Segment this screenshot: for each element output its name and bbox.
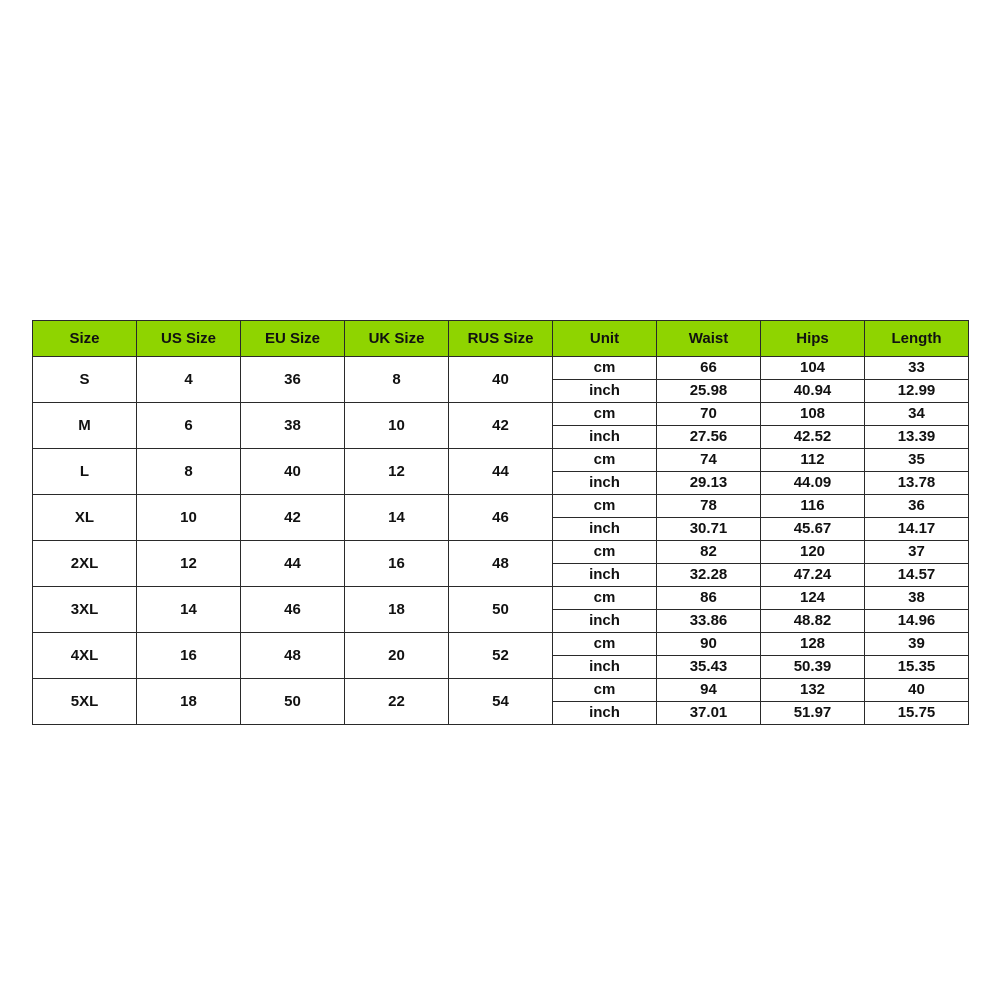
unit-cell: inch <box>553 472 657 495</box>
table-header <box>33 321 969 357</box>
rus-size-cell: 44 <box>449 449 553 495</box>
uk-size-cell: 10 <box>345 403 449 449</box>
header-unit: Unit <box>553 321 657 357</box>
us-size-cell: 12 <box>137 541 241 587</box>
unit-cell: cm <box>553 679 657 702</box>
header-hips: Hips <box>761 321 865 357</box>
table-row <box>33 357 969 380</box>
waist-cell: 90 <box>657 633 761 656</box>
eu-size-cell: 48 <box>241 633 345 679</box>
length-cell: 15.75 <box>865 702 969 725</box>
size-cell: 2XL <box>33 541 137 587</box>
eu-size-cell: 36 <box>241 357 345 403</box>
waist-cell: 82 <box>657 541 761 564</box>
unit-cell: cm <box>553 633 657 656</box>
size-cell: S <box>33 357 137 403</box>
size-cell: 5XL <box>33 679 137 725</box>
hips-cell: 50.39 <box>761 656 865 679</box>
size-cell: 4XL <box>33 633 137 679</box>
hips-cell: 128 <box>761 633 865 656</box>
uk-size-cell: 8 <box>345 357 449 403</box>
hips-cell: 116 <box>761 495 865 518</box>
unit-cell: inch <box>553 702 657 725</box>
length-cell: 40 <box>865 679 969 702</box>
us-size-cell: 4 <box>137 357 241 403</box>
unit-cell: inch <box>553 426 657 449</box>
table-row <box>33 403 969 426</box>
waist-cell: 94 <box>657 679 761 702</box>
us-size-cell: 6 <box>137 403 241 449</box>
unit-cell: cm <box>553 541 657 564</box>
unit-cell: inch <box>553 610 657 633</box>
uk-size-cell: 18 <box>345 587 449 633</box>
length-cell: 34 <box>865 403 969 426</box>
unit-cell: inch <box>553 656 657 679</box>
waist-cell: 30.71 <box>657 518 761 541</box>
length-cell: 36 <box>865 495 969 518</box>
header-uk-size: UK Size <box>345 321 449 357</box>
table-row <box>33 633 969 656</box>
length-cell: 13.78 <box>865 472 969 495</box>
hips-cell: 108 <box>761 403 865 426</box>
uk-size-cell: 20 <box>345 633 449 679</box>
us-size-cell: 16 <box>137 633 241 679</box>
table-row <box>33 449 969 472</box>
unit-cell: cm <box>553 449 657 472</box>
waist-cell: 86 <box>657 587 761 610</box>
hips-cell: 47.24 <box>761 564 865 587</box>
waist-cell: 27.56 <box>657 426 761 449</box>
hips-cell: 51.97 <box>761 702 865 725</box>
us-size-cell: 18 <box>137 679 241 725</box>
waist-cell: 70 <box>657 403 761 426</box>
unit-cell: inch <box>553 564 657 587</box>
eu-size-cell: 50 <box>241 679 345 725</box>
waist-cell: 25.98 <box>657 380 761 403</box>
length-cell: 33 <box>865 357 969 380</box>
header-us-size: US Size <box>137 321 241 357</box>
length-cell: 38 <box>865 587 969 610</box>
unit-cell: cm <box>553 357 657 380</box>
header-rus-size: RUS Size <box>449 321 553 357</box>
rus-size-cell: 52 <box>449 633 553 679</box>
length-cell: 14.57 <box>865 564 969 587</box>
hips-cell: 40.94 <box>761 380 865 403</box>
uk-size-cell: 14 <box>345 495 449 541</box>
table-row <box>33 541 969 564</box>
eu-size-cell: 42 <box>241 495 345 541</box>
hips-cell: 132 <box>761 679 865 702</box>
eu-size-cell: 38 <box>241 403 345 449</box>
unit-cell: inch <box>553 518 657 541</box>
hips-cell: 124 <box>761 587 865 610</box>
us-size-cell: 14 <box>137 587 241 633</box>
waist-cell: 32.28 <box>657 564 761 587</box>
rus-size-cell: 42 <box>449 403 553 449</box>
table-row <box>33 495 969 518</box>
uk-size-cell: 12 <box>345 449 449 495</box>
hips-cell: 42.52 <box>761 426 865 449</box>
rus-size-cell: 40 <box>449 357 553 403</box>
hips-cell: 44.09 <box>761 472 865 495</box>
waist-cell: 35.43 <box>657 656 761 679</box>
eu-size-cell: 44 <box>241 541 345 587</box>
header-row <box>33 321 969 357</box>
header-eu-size: EU Size <box>241 321 345 357</box>
header-length: Length <box>865 321 969 357</box>
size-cell: 3XL <box>33 587 137 633</box>
hips-cell: 48.82 <box>761 610 865 633</box>
unit-cell: cm <box>553 403 657 426</box>
rus-size-cell: 54 <box>449 679 553 725</box>
unit-cell: inch <box>553 380 657 403</box>
waist-cell: 66 <box>657 357 761 380</box>
unit-cell: cm <box>553 587 657 610</box>
hips-cell: 104 <box>761 357 865 380</box>
length-cell: 35 <box>865 449 969 472</box>
hips-cell: 112 <box>761 449 865 472</box>
waist-cell: 37.01 <box>657 702 761 725</box>
rus-size-cell: 46 <box>449 495 553 541</box>
waist-cell: 29.13 <box>657 472 761 495</box>
length-cell: 37 <box>865 541 969 564</box>
rus-size-cell: 48 <box>449 541 553 587</box>
unit-cell: cm <box>553 495 657 518</box>
us-size-cell: 8 <box>137 449 241 495</box>
size-cell: L <box>33 449 137 495</box>
size-cell: M <box>33 403 137 449</box>
length-cell: 15.35 <box>865 656 969 679</box>
length-cell: 14.17 <box>865 518 969 541</box>
length-cell: 14.96 <box>865 610 969 633</box>
header-size: Size <box>33 321 137 357</box>
waist-cell: 74 <box>657 449 761 472</box>
waist-cell: 78 <box>657 495 761 518</box>
rus-size-cell: 50 <box>449 587 553 633</box>
eu-size-cell: 46 <box>241 587 345 633</box>
table-row <box>33 679 969 702</box>
hips-cell: 120 <box>761 541 865 564</box>
table-row <box>33 587 969 610</box>
table-body <box>33 357 969 725</box>
uk-size-cell: 16 <box>345 541 449 587</box>
length-cell: 39 <box>865 633 969 656</box>
us-size-cell: 10 <box>137 495 241 541</box>
header-waist: Waist <box>657 321 761 357</box>
length-cell: 12.99 <box>865 380 969 403</box>
eu-size-cell: 40 <box>241 449 345 495</box>
size-cell: XL <box>33 495 137 541</box>
waist-cell: 33.86 <box>657 610 761 633</box>
length-cell: 13.39 <box>865 426 969 449</box>
hips-cell: 45.67 <box>761 518 865 541</box>
size-chart-table <box>32 320 969 725</box>
uk-size-cell: 22 <box>345 679 449 725</box>
